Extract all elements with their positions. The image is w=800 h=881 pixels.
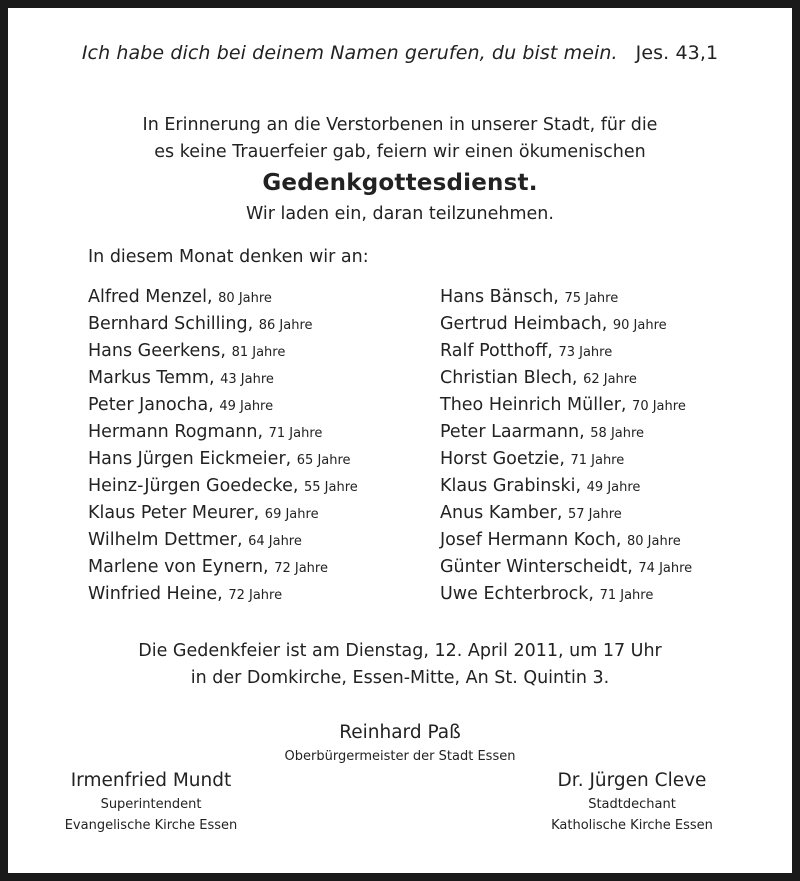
deceased-age: 80 Jahre: [218, 291, 272, 306]
quote-reference: Jes. 43,1: [635, 42, 719, 64]
deceased-entry: [88, 284, 358, 311]
quote-text: Ich habe dich bei deinem Namen gerufen, du bist mein.: [81, 42, 618, 64]
deceased-name: Alfred Menzel,: [88, 287, 213, 307]
deceased-name: Josef Hermann Koch,: [440, 530, 622, 550]
deceased-entry: [440, 284, 692, 311]
deceased-name: Klaus Grabinski,: [440, 476, 582, 496]
deceased-age: 64 Jahre: [248, 534, 302, 549]
deceased-age: 72 Jahre: [228, 588, 283, 603]
deceased-name: Peter Janocha,: [88, 395, 214, 415]
deceased-age: 71 Jahre: [570, 453, 625, 468]
deceased-name: Winfried Heine,: [88, 584, 223, 604]
deceased-name: Günter Winterscheidt,: [440, 557, 633, 577]
signatory-name: Irmenfried Mundt: [70, 770, 232, 791]
month-heading: In diesem Monat denken wir an:: [88, 247, 369, 267]
deceased-age: 57 Jahre: [567, 507, 622, 522]
deceased-name: Klaus Peter Meurer,: [88, 503, 260, 523]
deceased-name: Hans Jürgen Eickmeier,: [88, 449, 292, 469]
memorial-notice: [8, 8, 792, 873]
deceased-age: 69 Jahre: [264, 507, 319, 522]
deceased-entry: [88, 446, 358, 473]
deceased-name: Peter Laarmann,: [440, 422, 585, 442]
deceased-entry: [440, 392, 692, 419]
deceased-name: Anus Kamber,: [440, 503, 563, 523]
deceased-entry: [88, 338, 358, 365]
deceased-name: Uwe Echterbrock,: [440, 584, 594, 604]
deceased-entry: [88, 392, 358, 419]
signatory-role: Superintendent: [100, 797, 202, 812]
deceased-age: 49 Jahre: [219, 399, 274, 414]
deceased-name: Markus Temm,: [88, 368, 215, 388]
deceased-age: 80 Jahre: [626, 534, 681, 549]
deceased-age: 86 Jahre: [258, 318, 313, 333]
ceremony-line: in der Domkirche, Essen-Mitte, An St. Quintin 3.: [190, 668, 610, 688]
deceased-age: 62 Jahre: [583, 372, 637, 387]
deceased-entry: [440, 527, 692, 554]
deceased-age: 81 Jahre: [231, 345, 286, 360]
deceased-age: 43 Jahre: [220, 372, 274, 387]
deceased-list-right: [440, 284, 692, 608]
deceased-entry: [440, 500, 692, 527]
deceased-entry: [440, 419, 692, 446]
ceremony-line: Die Gedenkfeier ist am Dienstag, 12. April 2011, um 17 Uhr: [138, 641, 662, 661]
deceased-age: 55 Jahre: [303, 480, 358, 495]
deceased-name: Hans Bänsch,: [440, 287, 559, 307]
ceremony-details: [8, 638, 792, 692]
deceased-entry: [88, 527, 358, 554]
deceased-name: Christian Blech,: [440, 368, 578, 388]
signatory-name: Dr. Jürgen Cleve: [557, 770, 707, 791]
deceased-age: 75 Jahre: [564, 291, 619, 306]
signatory-role: Oberbürgermeister der Stadt Essen: [284, 749, 516, 764]
signatory-role: Stadtdechant: [588, 797, 676, 812]
deceased-entry: [88, 419, 358, 446]
bible-quote: [8, 42, 792, 64]
deceased-entry: [440, 554, 692, 581]
deceased-age: 71 Jahre: [268, 426, 323, 441]
deceased-name: Ralf Potthoff,: [440, 341, 553, 361]
deceased-name: Theo Heinrich Müller,: [440, 395, 627, 415]
deceased-name: Horst Goetzie,: [440, 449, 565, 469]
signatory-name: Reinhard Paß: [339, 722, 461, 743]
headline: Gedenkgottesdienst.: [262, 170, 538, 196]
deceased-entry: [440, 473, 692, 500]
deceased-age: 71 Jahre: [599, 588, 654, 603]
deceased-entry: [88, 473, 358, 500]
deceased-name: Hans Geerkens,: [88, 341, 226, 361]
deceased-entry: [88, 311, 358, 338]
invitation: Wir laden ein, daran teilzunehmen.: [246, 204, 554, 224]
deceased-entry: [440, 581, 692, 608]
deceased-age: 74 Jahre: [638, 561, 693, 576]
signature-catholic: [540, 768, 724, 836]
deceased-entry: [440, 365, 692, 392]
deceased-age: 73 Jahre: [558, 345, 613, 360]
deceased-name: Marlene von Eynern,: [88, 557, 269, 577]
deceased-entry: [88, 581, 358, 608]
signature-protestant: [48, 768, 254, 836]
deceased-age: 65 Jahre: [296, 453, 351, 468]
deceased-list-left: [88, 284, 358, 608]
signature-mayor: [8, 720, 792, 767]
intro-line: es keine Trauerfeier gab, feiern wir einen ökumenischen: [154, 142, 646, 162]
deceased-age: 72 Jahre: [274, 561, 328, 576]
deceased-name: Heinz-Jürgen Goedecke,: [88, 476, 299, 496]
deceased-name: Hermann Rogmann,: [88, 422, 264, 442]
deceased-name: Gertrud Heimbach,: [440, 314, 608, 334]
deceased-entry: [440, 338, 692, 365]
deceased-age: 90 Jahre: [612, 318, 667, 333]
intro-line: In Erinnerung an die Verstorbenen in unserer Stadt, für die: [142, 115, 658, 135]
intro-text: [8, 112, 792, 166]
deceased-entry: [88, 500, 358, 527]
deceased-age: 58 Jahre: [590, 426, 645, 441]
deceased-entry: [440, 311, 692, 338]
deceased-name: Bernhard Schilling,: [88, 314, 254, 334]
deceased-entry: [440, 446, 692, 473]
deceased-age: 49 Jahre: [586, 480, 641, 495]
signatory-organization: Katholische Kirche Essen: [551, 818, 713, 833]
deceased-age: 70 Jahre: [632, 399, 686, 414]
deceased-name: Wilhelm Dettmer,: [88, 530, 243, 550]
signatory-organization: Evangelische Kirche Essen: [64, 818, 238, 833]
deceased-entry: [88, 365, 358, 392]
deceased-entry: [88, 554, 358, 581]
